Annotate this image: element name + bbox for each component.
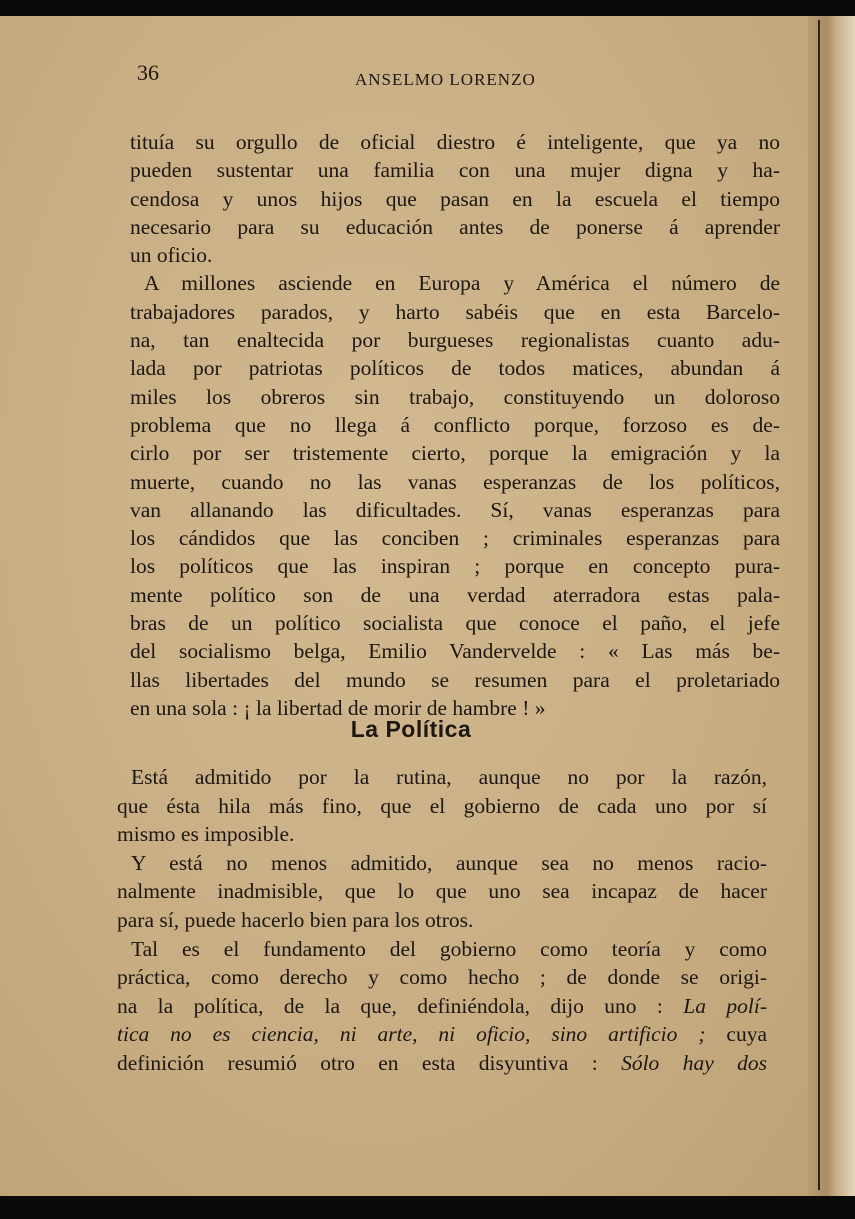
- text-line: en una sola : ¡ la libertad de morir de hambre ! »: [130, 695, 546, 720]
- page-number: 36: [137, 60, 159, 85]
- text-run: na la política, de la que, definiéndola, dijo uno :: [117, 993, 684, 1018]
- paragraph-2: [130, 269, 780, 722]
- text-line: los políticos que las inspiran ; porque en concepto pura-: [130, 554, 780, 579]
- running-head: ANSELMO LORENZO: [355, 70, 536, 89]
- text-line: muerte, cuando no las vanas esperanzas de los políticos,: [130, 469, 780, 494]
- text-line: problema que no llega á conflicto porque, forzoso es de-: [130, 412, 780, 437]
- text-line: mente político son de una verdad aterradora estas pala-: [130, 582, 780, 607]
- text-line: [117, 1049, 767, 1078]
- text-line: llas libertades del mundo se resumen para el proletariado: [130, 667, 780, 692]
- text-line: lada por patriotas políticos de todos matices, abundan á: [130, 356, 780, 381]
- text-line: necesario para su educación antes de ponerse á aprender: [130, 214, 780, 239]
- text-line: Tal es el fundamento del gobierno como teoría y como: [131, 936, 767, 961]
- page-edge: [808, 16, 855, 1196]
- text-line: cirlo por ser tristemente cierto, porque la emigración y la: [130, 441, 780, 466]
- text-line: van allanando las dificultades. Sí, vanas esperanzas para: [130, 497, 780, 522]
- paragraph-4: [117, 849, 767, 935]
- text-line: bras de un político socialista que conoce el paño, el jefe: [130, 611, 780, 636]
- text-line: los cándidos que las conciben ; criminales esperanzas para: [130, 526, 780, 551]
- text-line: Y está no menos admitido, aunque sea no menos racio-: [131, 850, 767, 875]
- text-line: trabajadores parados, y harto sabéis que en esta Barcelo-: [130, 299, 780, 324]
- section-title: La Política: [350, 716, 472, 742]
- italic-quote: Sólo hay dos: [621, 1050, 767, 1075]
- text-line: Está admitido por la rutina, aunque no por la razón,: [131, 765, 767, 789]
- text-line: na, tan enaltecida por burgueses regionalistas cuanto adu-: [130, 328, 780, 353]
- text-line: del socialismo belga, Emilio Vandervelde : « Las más be-: [130, 639, 780, 664]
- text-line: pueden sustentar una familia con una mujer digna y ha-: [130, 158, 780, 183]
- paragraph-1: [130, 128, 780, 269]
- page-fold-line: [818, 20, 820, 1190]
- book-page: [0, 16, 822, 1196]
- text-line: que ésta hila más fino, que el gobierno de cada uno por sí: [117, 793, 767, 818]
- text-line: nalmente inadmisible, que lo que uno sea incapaz de hacer: [117, 879, 767, 904]
- text-line: [117, 1020, 767, 1049]
- text-line: [117, 992, 767, 1021]
- text-run: definición resumió otro en esta disyuntiva :: [117, 1050, 622, 1075]
- text-run: cuya: [705, 1022, 768, 1047]
- text-line: práctica, como derecho y como hecho ; de donde se origi-: [117, 965, 767, 990]
- paragraph-3: [117, 763, 767, 849]
- text-line: cendosa y unos hijos que pasan en la escuela el tiempo: [130, 186, 780, 211]
- text-line: A millones asciende en Europa y América el número de: [144, 271, 780, 296]
- text-line: mismo es imposible.: [117, 822, 295, 847]
- text-line: tituía su orgullo de oficial diestro é inteligente, que ya no: [130, 130, 780, 154]
- text-line: para sí, puede hacerlo bien para los otros.: [117, 907, 474, 932]
- paragraph-5: [117, 935, 767, 1078]
- italic-quote: La polí-: [683, 993, 767, 1018]
- text-line: miles los obreros sin trabajo, constituyendo un doloroso: [130, 384, 780, 409]
- body-text-upper: [130, 128, 780, 722]
- body-text-lower: [117, 763, 767, 1078]
- text-line: un oficio.: [130, 243, 213, 268]
- italic-quote: tica no es ciencia, ni arte, ni oficio, sino artificio ;: [117, 1022, 706, 1047]
